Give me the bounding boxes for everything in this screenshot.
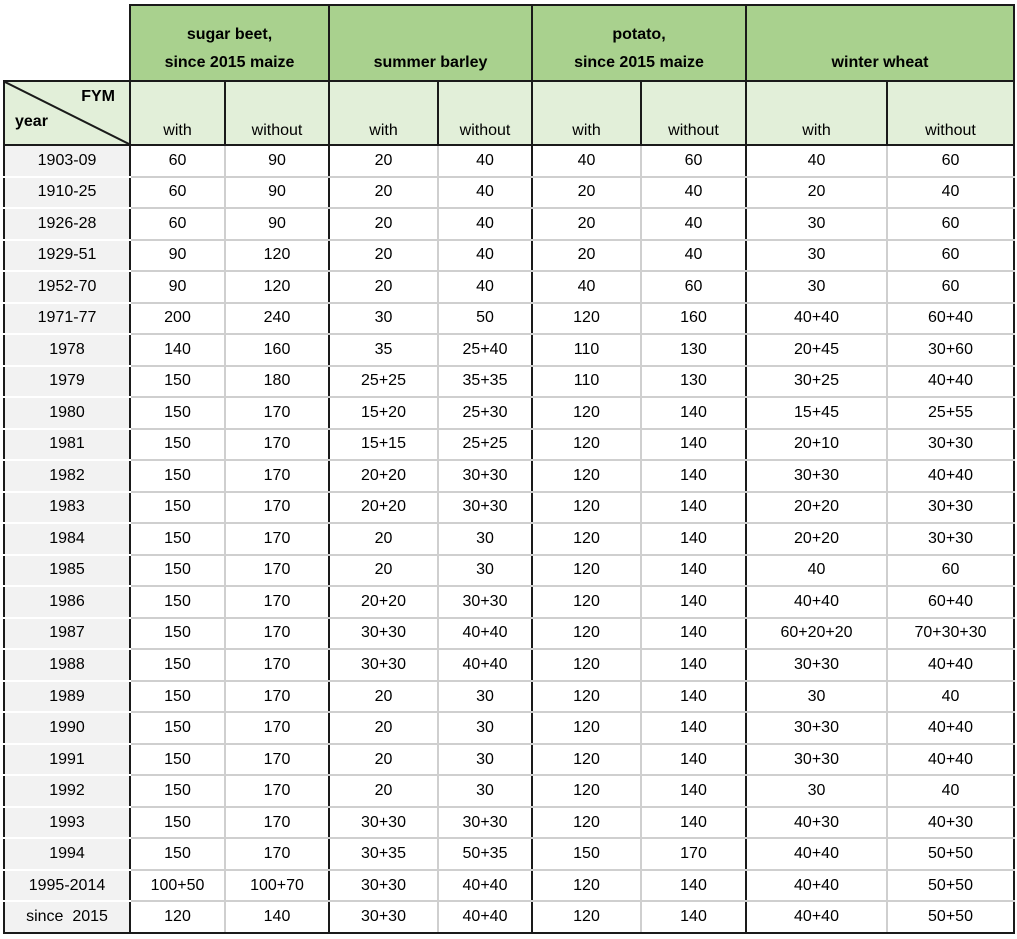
- fym-subheader-row: [4, 81, 1014, 145]
- value-cell: 30+30: [329, 649, 438, 681]
- value-cell: 40+40: [746, 838, 887, 870]
- value-cell: 30: [746, 271, 887, 303]
- value-cell: 110: [532, 334, 641, 366]
- year-cell: 1903-09: [4, 145, 130, 177]
- value-cell: 120: [532, 901, 641, 933]
- year-cell: 1910-25: [4, 177, 130, 209]
- year-cell: 1982: [4, 460, 130, 492]
- crop-header-line2: since 2015 maize: [574, 54, 704, 71]
- value-cell: 20: [329, 240, 438, 272]
- year-cell: 1989: [4, 681, 130, 713]
- table-row: [4, 397, 1014, 429]
- value-cell: 120: [225, 271, 329, 303]
- value-cell: 240: [225, 303, 329, 335]
- value-cell: 140: [641, 460, 746, 492]
- value-cell: 60+40: [887, 303, 1014, 335]
- value-cell: 170: [225, 397, 329, 429]
- value-cell: 200: [130, 303, 225, 335]
- year-cell: 1981: [4, 429, 130, 461]
- year-cell: 1971-77: [4, 303, 130, 335]
- value-cell: 25+25: [329, 366, 438, 398]
- value-cell: 30: [438, 555, 532, 587]
- year-label: year: [15, 113, 48, 130]
- value-cell: 40+40: [887, 744, 1014, 776]
- year-cell: 1992: [4, 775, 130, 807]
- value-cell: 120: [532, 807, 641, 839]
- value-cell: 150: [130, 492, 225, 524]
- value-cell: 30+30: [329, 901, 438, 933]
- year-cell: 1926-28: [4, 208, 130, 240]
- year-cell: 1988: [4, 649, 130, 681]
- value-cell: 40+30: [887, 807, 1014, 839]
- value-cell: 30+30: [438, 460, 532, 492]
- value-cell: 20: [329, 177, 438, 209]
- value-cell: 15+20: [329, 397, 438, 429]
- value-cell: 40: [746, 555, 887, 587]
- value-cell: 140: [641, 649, 746, 681]
- value-cell: 40+40: [746, 303, 887, 335]
- table-row: [4, 177, 1014, 209]
- value-cell: 25+40: [438, 334, 532, 366]
- value-cell: 40+40: [438, 870, 532, 902]
- subheader-with: with: [746, 81, 887, 145]
- value-cell: 90: [225, 208, 329, 240]
- value-cell: 170: [225, 744, 329, 776]
- table-row: [4, 681, 1014, 713]
- value-cell: 140: [641, 681, 746, 713]
- value-cell: 120: [532, 775, 641, 807]
- value-cell: 100+70: [225, 870, 329, 902]
- value-cell: 170: [225, 429, 329, 461]
- value-cell: 30+30: [887, 492, 1014, 524]
- value-cell: 160: [641, 303, 746, 335]
- value-cell: 140: [641, 901, 746, 933]
- value-cell: 140: [641, 712, 746, 744]
- value-cell: 90: [130, 271, 225, 303]
- crop-header-row: [4, 5, 1014, 81]
- value-cell: 170: [225, 807, 329, 839]
- subheader-with: with: [329, 81, 438, 145]
- value-cell: 20: [329, 775, 438, 807]
- subheader-without: without: [225, 81, 329, 145]
- value-cell: 30: [746, 240, 887, 272]
- year-cell: 1929-51: [4, 240, 130, 272]
- crop-header-line1: sugar beet,: [186, 26, 273, 43]
- value-cell: 30+30: [329, 618, 438, 650]
- value-cell: 40+40: [746, 901, 887, 933]
- value-cell: 30: [329, 303, 438, 335]
- year-cell: since 2015: [4, 901, 130, 933]
- value-cell: 180: [225, 366, 329, 398]
- table-row: [4, 838, 1014, 870]
- value-cell: 20: [532, 177, 641, 209]
- value-cell: 15+15: [329, 429, 438, 461]
- crop-header-line1: winter wheat: [831, 54, 929, 71]
- value-cell: 110: [532, 366, 641, 398]
- value-cell: 30+30: [438, 807, 532, 839]
- value-cell: 40: [641, 240, 746, 272]
- value-cell: 30+30: [329, 870, 438, 902]
- value-cell: 140: [641, 523, 746, 555]
- value-cell: 140: [641, 492, 746, 524]
- value-cell: 40+40: [746, 586, 887, 618]
- value-cell: 40+40: [438, 901, 532, 933]
- value-cell: 120: [532, 397, 641, 429]
- table-row: [4, 555, 1014, 587]
- value-cell: 120: [532, 618, 641, 650]
- value-cell: 120: [532, 586, 641, 618]
- value-cell: 40: [438, 208, 532, 240]
- value-cell: 20: [329, 712, 438, 744]
- value-cell: 150: [130, 807, 225, 839]
- year-cell: 1979: [4, 366, 130, 398]
- crop-header-sugar-beet: [130, 5, 329, 81]
- value-cell: 140: [225, 901, 329, 933]
- value-cell: 170: [225, 586, 329, 618]
- value-cell: 30: [746, 775, 887, 807]
- table-row: [4, 618, 1014, 650]
- value-cell: 50+50: [887, 870, 1014, 902]
- value-cell: 40: [532, 145, 641, 177]
- year-cell: 1987: [4, 618, 130, 650]
- value-cell: 120: [532, 303, 641, 335]
- value-cell: 120: [532, 460, 641, 492]
- value-cell: 30+60: [887, 334, 1014, 366]
- value-cell: 40: [438, 177, 532, 209]
- value-cell: 170: [225, 460, 329, 492]
- value-cell: 20: [329, 681, 438, 713]
- year-cell: 1984: [4, 523, 130, 555]
- crop-header-line1: summer barley: [373, 54, 488, 71]
- value-cell: 40+40: [438, 649, 532, 681]
- value-cell: 60: [130, 177, 225, 209]
- value-cell: 60: [130, 145, 225, 177]
- value-cell: 120: [130, 901, 225, 933]
- value-cell: 20: [329, 744, 438, 776]
- value-cell: 20+20: [329, 586, 438, 618]
- value-cell: 50+35: [438, 838, 532, 870]
- value-cell: 130: [641, 366, 746, 398]
- value-cell: 120: [225, 240, 329, 272]
- year-cell: 1993: [4, 807, 130, 839]
- value-cell: 170: [225, 712, 329, 744]
- table-body: [4, 145, 1014, 933]
- value-cell: 140: [641, 397, 746, 429]
- table-row: [4, 523, 1014, 555]
- value-cell: 40: [438, 240, 532, 272]
- value-cell: 25+55: [887, 397, 1014, 429]
- value-cell: 30+30: [329, 807, 438, 839]
- table-row: [4, 775, 1014, 807]
- table-row: [4, 901, 1014, 933]
- value-cell: 40+40: [887, 366, 1014, 398]
- value-cell: 30: [438, 744, 532, 776]
- value-cell: 20+20: [329, 492, 438, 524]
- value-cell: 150: [130, 523, 225, 555]
- fertilization-table: [3, 4, 1015, 934]
- value-cell: 140: [641, 807, 746, 839]
- value-cell: 120: [532, 429, 641, 461]
- crop-header-line2: since 2015 maize: [164, 54, 295, 71]
- subheader-with: with: [532, 81, 641, 145]
- value-cell: 30: [438, 775, 532, 807]
- value-cell: 30+35: [329, 838, 438, 870]
- value-cell: 30+30: [887, 429, 1014, 461]
- value-cell: 140: [641, 555, 746, 587]
- value-cell: 30+30: [746, 712, 887, 744]
- year-cell: 1978: [4, 334, 130, 366]
- value-cell: 140: [641, 618, 746, 650]
- value-cell: 20+20: [329, 460, 438, 492]
- value-cell: 20+20: [746, 523, 887, 555]
- value-cell: 170: [225, 618, 329, 650]
- value-cell: 140: [130, 334, 225, 366]
- value-cell: 170: [225, 555, 329, 587]
- crop-header-summer-barley: [329, 5, 532, 81]
- value-cell: 30: [438, 523, 532, 555]
- value-cell: 25+25: [438, 429, 532, 461]
- value-cell: 120: [532, 744, 641, 776]
- value-cell: 60: [641, 271, 746, 303]
- value-cell: 60: [130, 208, 225, 240]
- value-cell: 150: [532, 838, 641, 870]
- value-cell: 40: [438, 145, 532, 177]
- subheader-without: without: [887, 81, 1014, 145]
- value-cell: 170: [225, 681, 329, 713]
- value-cell: 60: [887, 208, 1014, 240]
- crop-header-potato: [532, 5, 746, 81]
- value-cell: 20: [329, 271, 438, 303]
- value-cell: 20+45: [746, 334, 887, 366]
- table-row: [4, 145, 1014, 177]
- fym-year-corner-cell: [4, 81, 130, 145]
- value-cell: 20: [329, 555, 438, 587]
- value-cell: 60: [887, 240, 1014, 272]
- value-cell: 25+30: [438, 397, 532, 429]
- table-row: [4, 366, 1014, 398]
- table-row: [4, 492, 1014, 524]
- subheader-without: without: [641, 81, 746, 145]
- table-row: [4, 586, 1014, 618]
- value-cell: 140: [641, 744, 746, 776]
- table-row: [4, 334, 1014, 366]
- table-row: [4, 429, 1014, 461]
- value-cell: 70+30+30: [887, 618, 1014, 650]
- value-cell: 120: [532, 523, 641, 555]
- value-cell: 150: [130, 397, 225, 429]
- value-cell: 30: [438, 712, 532, 744]
- value-cell: 150: [130, 681, 225, 713]
- value-cell: 170: [641, 838, 746, 870]
- value-cell: 150: [130, 586, 225, 618]
- value-cell: 140: [641, 775, 746, 807]
- value-cell: 30+30: [887, 523, 1014, 555]
- value-cell: 40: [438, 271, 532, 303]
- table-row: [4, 460, 1014, 492]
- value-cell: 120: [532, 555, 641, 587]
- value-cell: 120: [532, 492, 641, 524]
- subheader-with: with: [130, 81, 225, 145]
- value-cell: 20: [329, 208, 438, 240]
- year-cell: 1980: [4, 397, 130, 429]
- value-cell: 40: [532, 271, 641, 303]
- value-cell: 15+45: [746, 397, 887, 429]
- value-cell: 40: [887, 681, 1014, 713]
- value-cell: 40+40: [887, 460, 1014, 492]
- crop-header-winter-wheat: [746, 5, 1014, 81]
- value-cell: 120: [532, 870, 641, 902]
- value-cell: 60: [887, 555, 1014, 587]
- year-cell: 1983: [4, 492, 130, 524]
- value-cell: 120: [532, 712, 641, 744]
- value-cell: 90: [225, 145, 329, 177]
- value-cell: 160: [225, 334, 329, 366]
- value-cell: 150: [130, 775, 225, 807]
- value-cell: 30+30: [746, 460, 887, 492]
- value-cell: 40: [641, 208, 746, 240]
- value-cell: 40+40: [438, 618, 532, 650]
- value-cell: 40+40: [746, 870, 887, 902]
- table-row: [4, 807, 1014, 839]
- value-cell: 30: [746, 681, 887, 713]
- value-cell: 150: [130, 618, 225, 650]
- value-cell: 140: [641, 586, 746, 618]
- value-cell: 170: [225, 649, 329, 681]
- value-cell: 60: [887, 145, 1014, 177]
- value-cell: 40+40: [887, 712, 1014, 744]
- value-cell: 130: [641, 334, 746, 366]
- value-cell: 140: [641, 870, 746, 902]
- table-row: [4, 870, 1014, 902]
- value-cell: 150: [130, 366, 225, 398]
- year-cell: 1990: [4, 712, 130, 744]
- value-cell: 100+50: [130, 870, 225, 902]
- table-row: [4, 240, 1014, 272]
- value-cell: 35+35: [438, 366, 532, 398]
- value-cell: 40: [641, 177, 746, 209]
- value-cell: 140: [641, 429, 746, 461]
- value-cell: 20+20: [746, 492, 887, 524]
- value-cell: 20: [746, 177, 887, 209]
- subheader-without: without: [438, 81, 532, 145]
- value-cell: 170: [225, 523, 329, 555]
- value-cell: 170: [225, 492, 329, 524]
- value-cell: 30: [746, 208, 887, 240]
- value-cell: 50+50: [887, 838, 1014, 870]
- value-cell: 30+30: [746, 744, 887, 776]
- value-cell: 120: [532, 681, 641, 713]
- value-cell: 20: [532, 240, 641, 272]
- value-cell: 150: [130, 429, 225, 461]
- value-cell: 20: [532, 208, 641, 240]
- year-cell: 1991: [4, 744, 130, 776]
- value-cell: 150: [130, 649, 225, 681]
- value-cell: 30+30: [746, 649, 887, 681]
- year-cell: 1995-2014: [4, 870, 130, 902]
- value-cell: 20+10: [746, 429, 887, 461]
- value-cell: 20: [329, 145, 438, 177]
- value-cell: 90: [225, 177, 329, 209]
- year-cell: 1985: [4, 555, 130, 587]
- value-cell: 60: [641, 145, 746, 177]
- fym-label: FYM: [81, 88, 115, 105]
- value-cell: 40: [887, 177, 1014, 209]
- table-row: [4, 303, 1014, 335]
- year-cell: 1952-70: [4, 271, 130, 303]
- value-cell: 150: [130, 460, 225, 492]
- value-cell: 40+30: [746, 807, 887, 839]
- value-cell: 50+50: [887, 901, 1014, 933]
- table-row: [4, 712, 1014, 744]
- value-cell: 170: [225, 838, 329, 870]
- value-cell: 150: [130, 712, 225, 744]
- value-cell: 30: [438, 681, 532, 713]
- table-row: [4, 271, 1014, 303]
- value-cell: 60+40: [887, 586, 1014, 618]
- value-cell: 30+30: [438, 586, 532, 618]
- year-cell: 1986: [4, 586, 130, 618]
- value-cell: 90: [130, 240, 225, 272]
- value-cell: 30+30: [438, 492, 532, 524]
- empty-corner-cell: [4, 5, 130, 81]
- value-cell: 150: [130, 838, 225, 870]
- value-cell: 120: [532, 649, 641, 681]
- value-cell: 150: [130, 744, 225, 776]
- year-cell: 1994: [4, 838, 130, 870]
- value-cell: 40: [746, 145, 887, 177]
- table-row: [4, 649, 1014, 681]
- value-cell: 150: [130, 555, 225, 587]
- value-cell: 35: [329, 334, 438, 366]
- value-cell: 20: [329, 523, 438, 555]
- value-cell: 60+20+20: [746, 618, 887, 650]
- crop-header-line1: potato,: [612, 26, 666, 43]
- table-row: [4, 744, 1014, 776]
- value-cell: 60: [887, 271, 1014, 303]
- value-cell: 170: [225, 775, 329, 807]
- value-cell: 30+25: [746, 366, 887, 398]
- value-cell: 40+40: [887, 649, 1014, 681]
- table-row: [4, 208, 1014, 240]
- value-cell: 40: [887, 775, 1014, 807]
- value-cell: 50: [438, 303, 532, 335]
